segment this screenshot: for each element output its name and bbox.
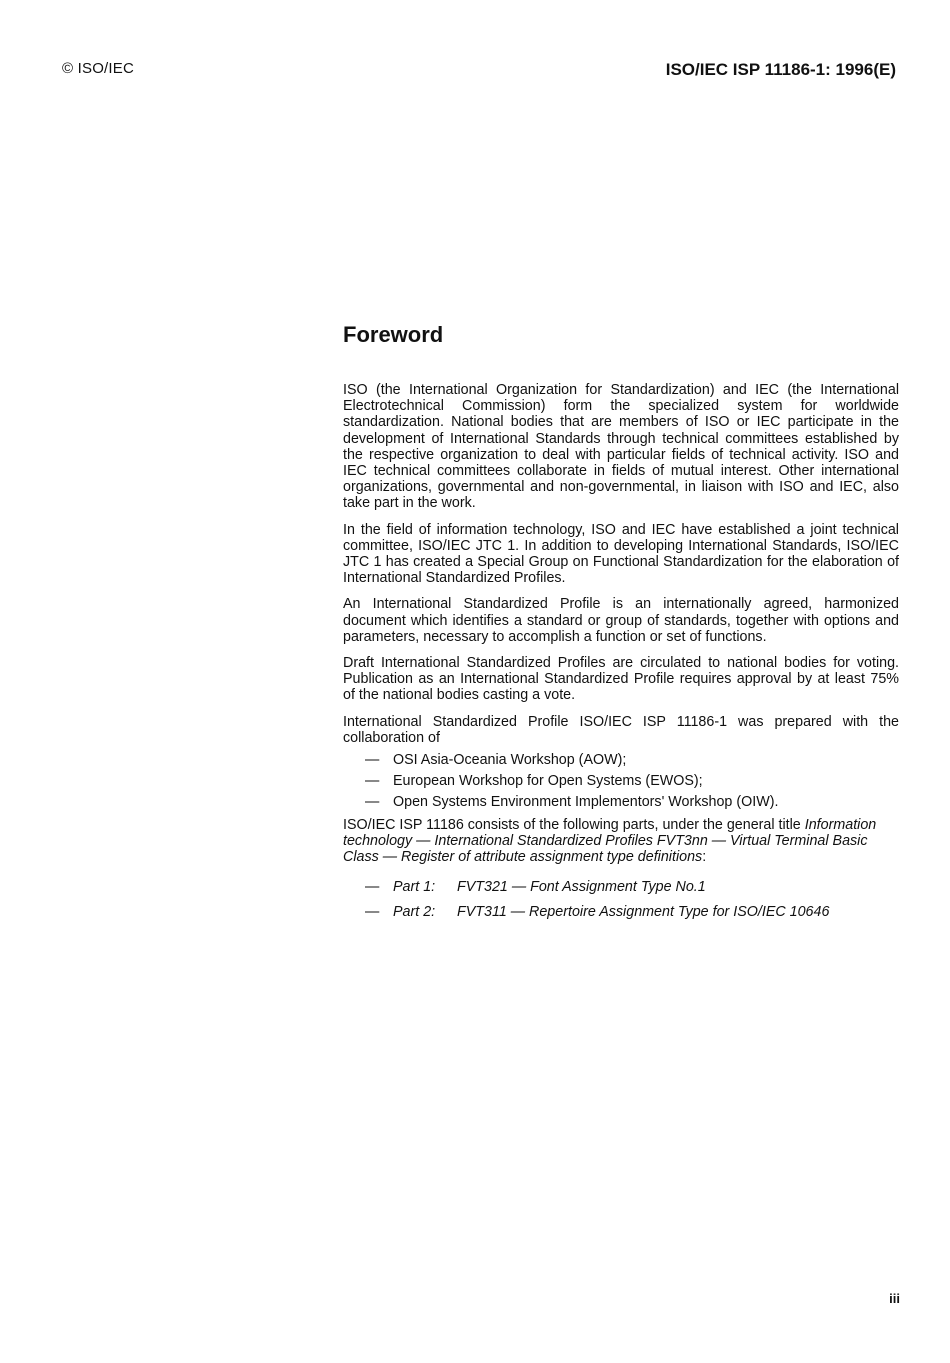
list-item: [343, 904, 899, 920]
page-title: Foreword: [343, 322, 444, 347]
header-copyright: © ISO/IEC: [62, 60, 135, 77]
paragraph-iso-iec: ISO (the International Organization for Standardization) and IEC (the International Electrotechnical Commission) form the specialized system for worldwide standardization. National bodies that are members of ISO or IEC participate in the development of International Standards through technical committees established by the respective organization to deal with particular fields of technical activity. ISO and IEC technical committees collaborate in fields of mutual interest. Other international organizations, governmental and non-governmental, in liaison with ISO and IEC, also take part in the work.: [343, 382, 899, 512]
dash-marker: —: [365, 879, 380, 896]
part-label: Part 1:: [393, 879, 436, 896]
parts-intro-trail: :: [702, 849, 707, 866]
part-label: Part 2:: [393, 904, 436, 921]
foreword-section: [343, 322, 899, 930]
dash-marker: —: [365, 904, 380, 921]
dash-marker: —: [365, 752, 380, 769]
list-item: [343, 879, 899, 895]
parts-intro-lead: ISO/IEC ISP 11186 consists of the following parts, under the general title: [343, 816, 805, 833]
collaborator-list: [343, 752, 899, 811]
part-title: FVT311 — Repertoire Assignment Type for ISO/IEC 10646: [457, 904, 830, 921]
list-item: [343, 752, 899, 768]
parts-list: [343, 879, 899, 920]
list-item: [343, 794, 899, 810]
paragraph-parts-intro: [343, 817, 899, 866]
page-number: iii: [889, 1291, 900, 1306]
header-standard-number: ISO/IEC ISP 11186-1: 1996(E): [665, 60, 896, 79]
paragraph-isp-definition: An International Standardized Profile is an internationally agreed, harmonized document which identifies a standard or group of standards, together with options and parameters, necessary to accomplish a function or set of functions.: [343, 596, 899, 645]
collaborator-name: OSI Asia-Oceania Workshop (AOW);: [393, 752, 627, 769]
dash-marker: —: [365, 794, 380, 811]
general-title: Information technology — International Standardized Profiles FVT3nn — Virtual Terminal Basic Class — Register of attribute assignment type definitions: [343, 816, 877, 866]
collaborator-name: Open Systems Environment Implementors' Workshop (OIW).: [393, 794, 779, 811]
paragraph-jtc1: In the field of information technology, ISO and IEC have established a joint technical committee, ISO/IEC JTC 1. In addition to developing International Standards, ISO/IEC JTC 1 has created a Special Group on Functional Standardization for the elaboration of International Standardized Profiles.: [343, 521, 899, 587]
collaborator-name: European Workshop for Open Systems (EWOS);: [393, 773, 703, 790]
part-title: FVT321 — Font Assignment Type No.1: [457, 879, 706, 896]
paragraph-collaboration: International Standardized Profile ISO/IEC ISP 11186-1 was prepared with the collaboration of: [343, 713, 899, 746]
dash-marker: —: [365, 773, 380, 790]
paragraph-voting: Draft International Standardized Profiles are circulated to national bodies for voting. Publication as an International Standardized Profile requires approval by at least 75% of the national bodies casting a vote.: [343, 655, 899, 704]
list-item: [343, 773, 899, 789]
